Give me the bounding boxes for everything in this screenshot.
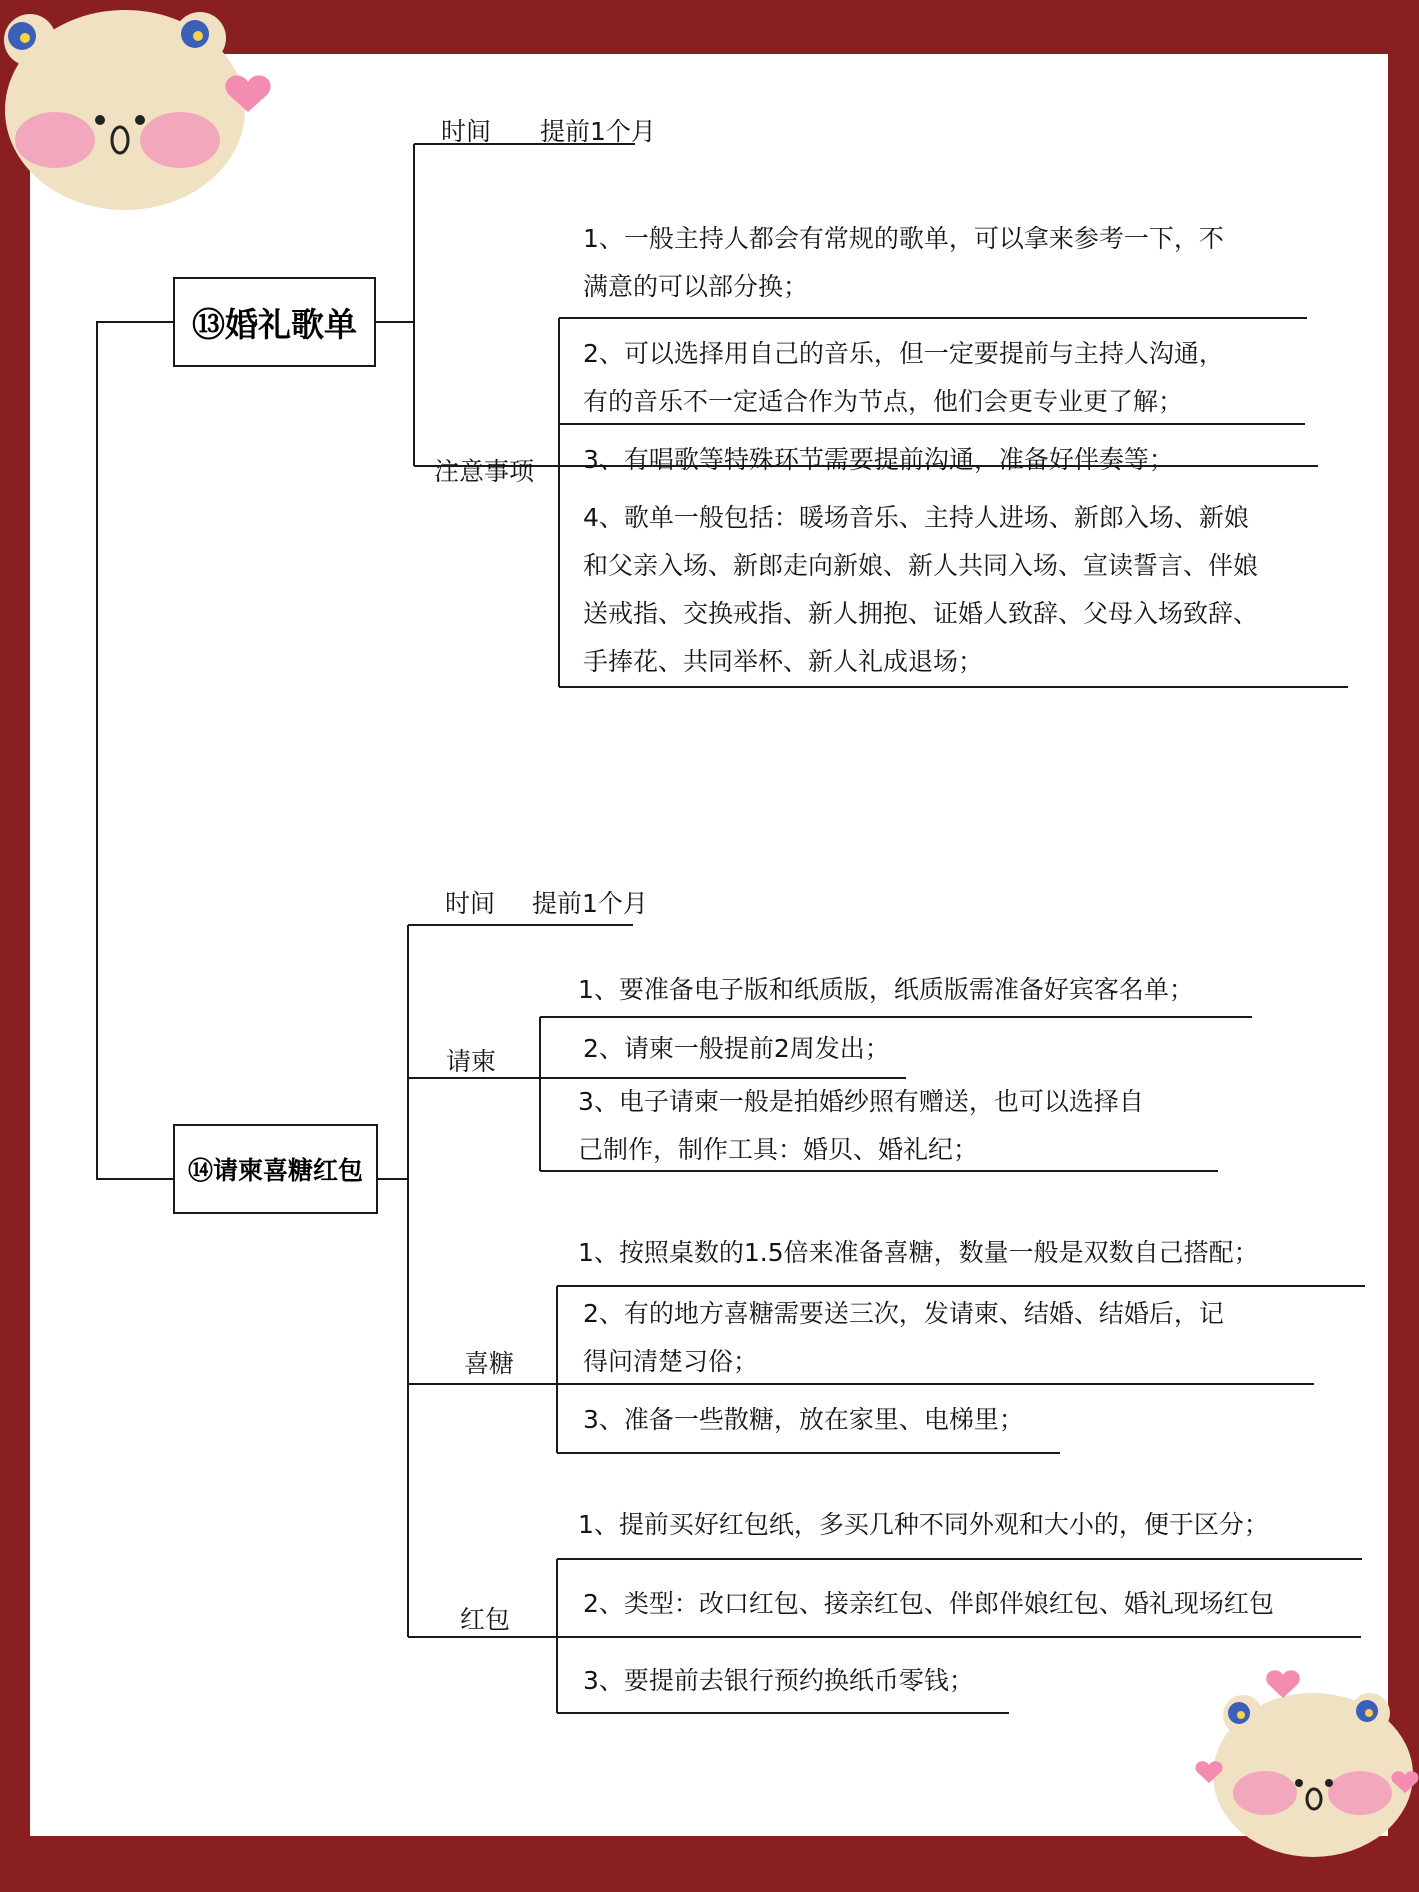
- pig-sticker-icon: [1195, 1665, 1419, 1865]
- candy-item-2: 2、有的地方喜糖需要送三次，发请柬、结婚、结婚后，记 得问清楚习俗；: [583, 1299, 1224, 1376]
- invitation-item-2: 2、请柬一般提前2周发出；: [583, 1034, 890, 1063]
- time-value: 提前1个月: [540, 117, 656, 146]
- topic-title: ⑭请柬喜糖红包: [187, 1156, 363, 1185]
- group-label-invitation: 请柬: [446, 1047, 497, 1076]
- time-value: 提前1个月: [532, 889, 648, 918]
- invitation-item-1: 1、要准备电子版和纸质版，纸质版需准备好宾客名单；: [578, 975, 1194, 1004]
- redpacket-item-3: 3、要提前去银行预约换纸币零钱；: [583, 1666, 974, 1695]
- group-label-candy: 喜糖: [464, 1349, 515, 1378]
- topic-box-wedding-playlist: [173, 277, 376, 367]
- invitation-item-3: 3、电子请柬一般是拍婚纱照有赠送，也可以选择自 己制作，制作工具：婚贝、婚礼纪；: [578, 1087, 1144, 1164]
- note-item-3: 3、有唱歌等特殊环节需要提前沟通，准备好伴奏等；: [583, 445, 1174, 474]
- time-label: 时间: [441, 117, 492, 146]
- topic-title: ⑬婚礼歌单: [192, 304, 357, 344]
- candy-item-3: 3、准备一些散糖，放在家里、电梯里；: [583, 1405, 1024, 1434]
- mindmap-page: [30, 54, 1388, 1836]
- time-label: 时间: [445, 889, 496, 918]
- notes-label: 注意事项: [434, 457, 535, 486]
- redpacket-item-1: 1、提前买好红包纸，多买几种不同外观和大小的，便于区分；: [578, 1510, 1269, 1539]
- note-item-2: 2、可以选择用自己的音乐，但一定要提前与主持人沟通， 有的音乐不一定适合作为节点，他们会更专业更了解；: [583, 339, 1224, 416]
- topic-box-invitations-candy-redpackets: [173, 1124, 378, 1214]
- candy-item-1: 1、按照桌数的1.5倍来准备喜糖，数量一般是双数自己搭配；: [578, 1238, 1259, 1267]
- pig-sticker-icon: [0, 0, 280, 230]
- redpacket-item-2: 2、类型：改口红包、接亲红包、伴郎伴娘红包、婚礼现场红包: [583, 1589, 1274, 1618]
- note-item-1: 1、一般主持人都会有常规的歌单，可以拿来参考一下，不 满意的可以部分换；: [583, 224, 1224, 301]
- group-label-redpacket: 红包: [460, 1605, 511, 1634]
- note-item-4: 4、歌单一般包括：暖场音乐、主持人进场、新郎入场、新娘 和父亲入场、新郎走向新娘、新人共同入场、宣读誓言、伴娘 送戒指、交换戒指、新人拥抱、证婚人致辞、父母入场致辞、 手捧花、共同举杯、新人礼成退场；: [583, 503, 1259, 676]
